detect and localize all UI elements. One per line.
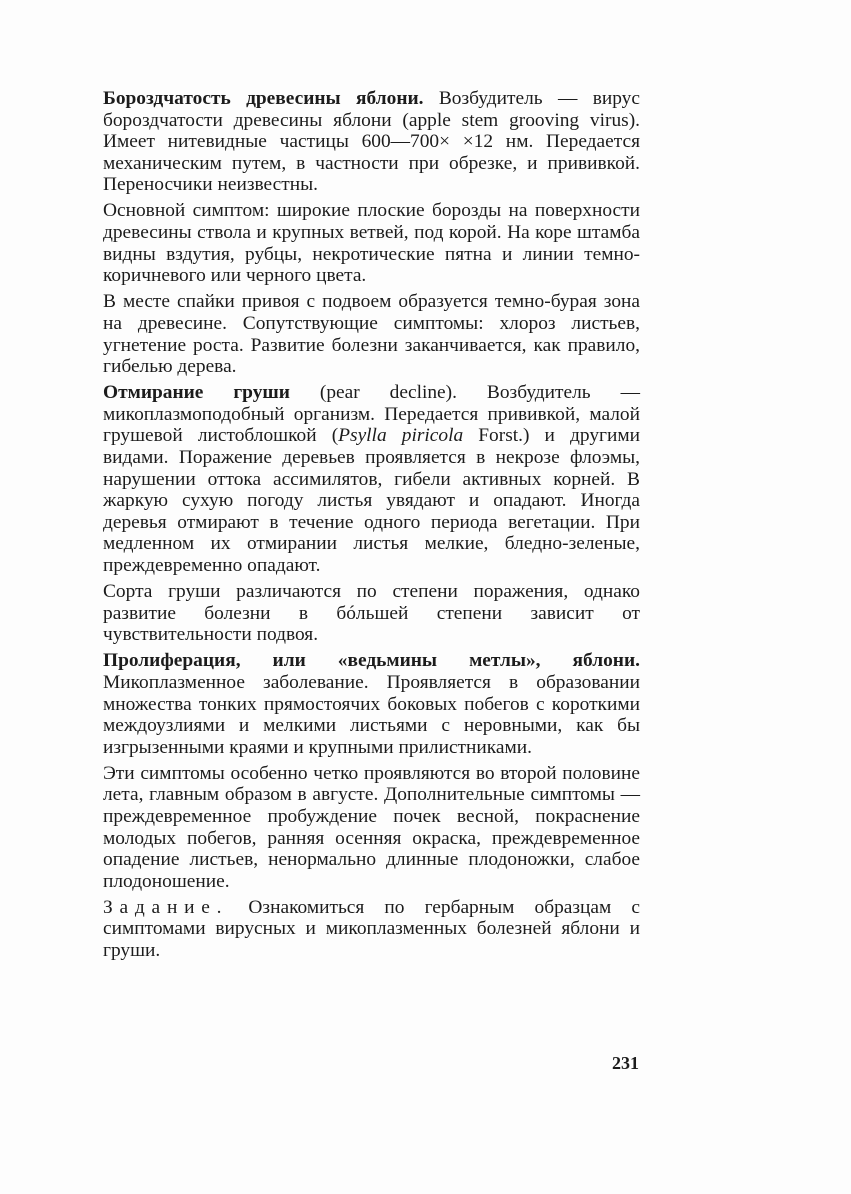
heading-apple-stem-grooving: Бороздчатость древесины яблони. <box>103 88 424 109</box>
paragraph-text: Возбудитель — вирус бороздчатости древесины яблони (apple stem grooving virus). Имеет нитевидные частицы 600—700× ×12 нм. Передается механическим путем, в частности при обрезке, и прививкой. Переносчики неизвестны. <box>103 88 640 196</box>
species-name: Psylla piricola <box>338 425 464 447</box>
task-label: Задание. <box>103 896 229 918</box>
paragraph-apple-stem-grooving <box>103 88 640 196</box>
paragraph-symptoms-summer: Эти симптомы особенно четко проявляются во второй половине лета, главным образом в августе. Дополнительные симптомы — преждевременное пробуждение почек весной, покраснение молодых побегов, ранняя осенняя окраска, преждевременное опадение листьев, ненормально длинные плодоножки, слабое плодоношение. <box>103 762 640 892</box>
paragraph-graft-zone: В месте спайки привоя с подвоем образуется темно-бурая зона на древесине. Сопутствующие симптомы: хлороз листьев, угнетение роста. Развитие болезни заканчивается, как правило, гибелью дерева. <box>103 291 640 378</box>
heading-proliferation: Пролиферация, или «ведьмины метлы», яблони. <box>103 650 640 672</box>
paragraph-text: Микоплазменное заболевание. Проявляется в образовании множества тонких прямостоячих боковых побегов с короткими междоузлиями и мелкими листьями с неровными, как бы изгрызенными краями и крупными прилистниками. <box>103 671 640 758</box>
paragraph-pear-varieties: Сорта груши различаются по степени поражения, однако развитие болезни в бóльшей степени зависит от чувствительности подвоя. <box>103 581 640 646</box>
page-text <box>103 88 640 966</box>
paragraph-main-symptom: Основной симптом: широкие плоские борозды на поверхности древесины ствола и крупных ветвей, под корой. На коре штамба видны вздутия, рубцы, некротические пятна и линии темно-коричневого или черного цвета. <box>103 200 640 287</box>
page-number: 231 <box>612 1053 639 1073</box>
heading-pear-decline: Отмирание груши <box>103 382 290 404</box>
paragraph-proliferation <box>103 650 640 758</box>
paragraph-pear-decline <box>103 382 640 576</box>
paragraph-task <box>103 897 640 962</box>
paragraph-text: Forst.) и другими видами. Поражение деревьев проявляется в некрозе флоэмы, нарушении оттока ассимилятов, гибели активных корней. В жаркую сухую погоду листья увядают и опадают. Иногда деревья отмирают в течение одного периода вегетации. При медленном их отмирании листья мелкие, бледно-зеленые, преждевременно опадают. <box>103 425 641 576</box>
paragraph-text: (pear decline). Возбудитель — микоплазмоподобный организм. Передается прививкой, малой грушевой листоблошкой ( <box>103 382 640 447</box>
task-text: Ознакомиться по гербарным образцам с симптомами вирусных и микоплазменных болезней яблони и груши. <box>103 896 640 962</box>
